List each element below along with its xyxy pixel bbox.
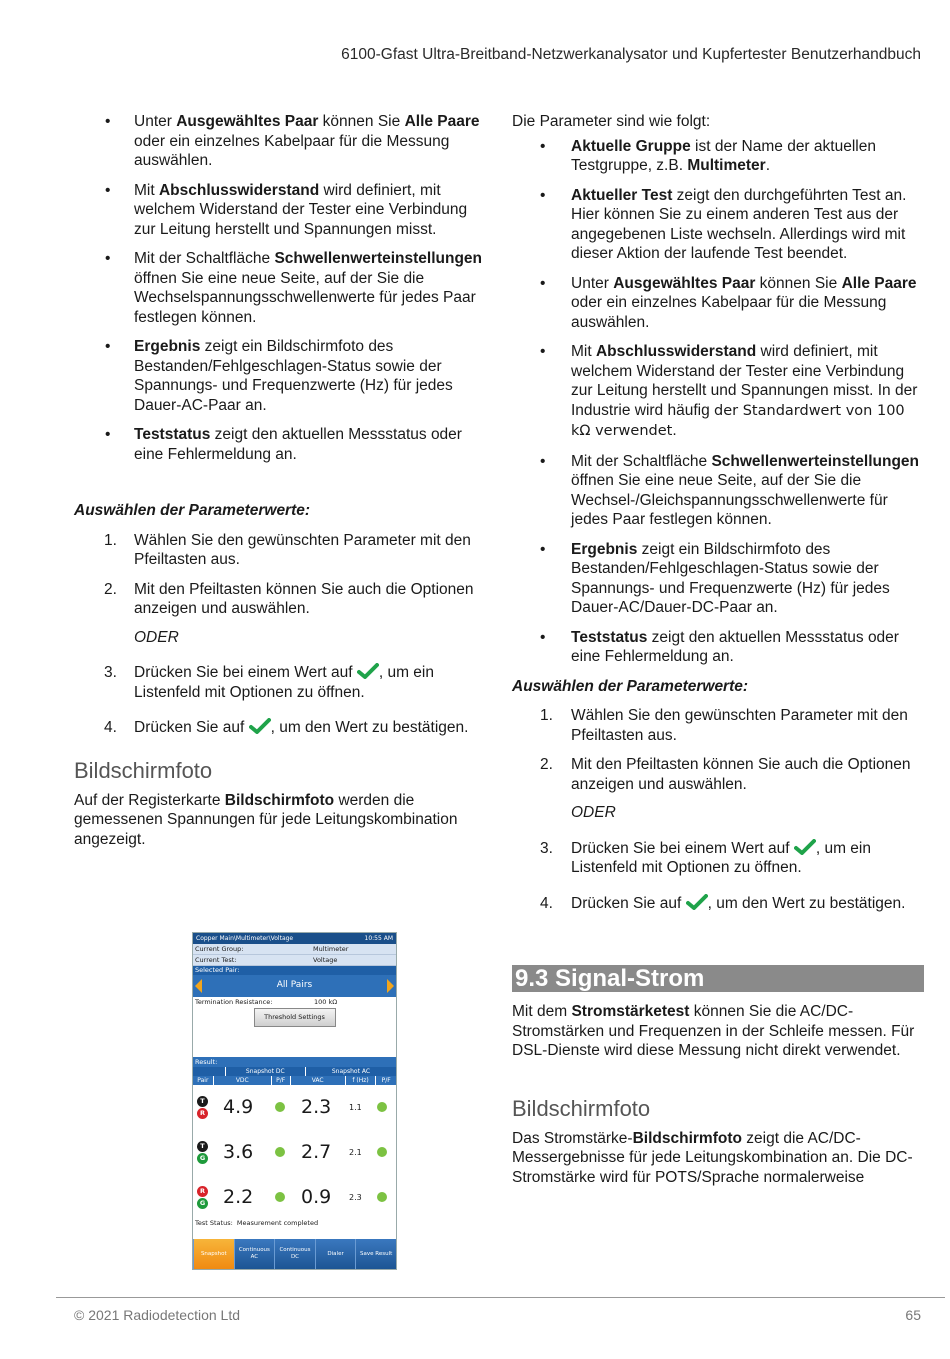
page-number: 65 — [905, 1307, 921, 1323]
steps-heading: Auswählen der Parameterwerte: — [512, 677, 749, 695]
device-path: Copper Main\Multimeter\Voltage — [196, 935, 294, 942]
step-item: 2. Mit den Pfeiltasten können Sie auch die Optionen anzeigen und auswählen. — [104, 580, 474, 617]
group-ac: Snapshot AC — [305, 1067, 396, 1076]
pair-icon — [193, 1183, 223, 1213]
list-item: • Unter Ausgewähltes Paar können Sie Alle Paare oder ein einzelnes Kabelpaar für die Messung auswählen. — [512, 274, 924, 333]
lead-ground: G — [197, 1198, 208, 1209]
test-status-value: Measurement completed — [236, 1219, 319, 1227]
current-group-label: Current Group: — [195, 945, 244, 953]
table-row — [193, 1175, 396, 1220]
result-group-header — [193, 1067, 396, 1076]
snapshot-title: Bildschirmfoto — [512, 1095, 651, 1121]
termination-row[interactable] — [193, 997, 396, 1007]
device-info — [193, 944, 396, 966]
termination-label: Termination Resistance: — [195, 998, 273, 1006]
table-row — [193, 1085, 396, 1130]
footer-copyright: © 2021 Radiodetection Ltd — [74, 1307, 240, 1323]
vdc-value: 2.2 — [223, 1185, 254, 1208]
device-title-bar — [193, 933, 396, 944]
vdc-value: 3.6 — [223, 1140, 254, 1163]
result-column-header — [193, 1076, 396, 1085]
test-status-label: Test Status: — [195, 1219, 233, 1227]
step-item: 3. Drücken Sie bei einem Wert auf , um ein Listenfeld mit Optionen zu öffnen. — [104, 664, 434, 701]
checkmark-icon — [357, 663, 379, 679]
right-bullet-list — [512, 137, 924, 667]
device-softkeys — [193, 1239, 396, 1269]
lead-tip: T — [197, 1096, 208, 1107]
step-item: 2. Mit den Pfeiltasten können Sie auch die Optionen anzeigen und auswählen. — [540, 756, 911, 793]
checkmark-icon — [249, 718, 271, 734]
list-item: • Aktueller Test zeigt den durchgeführten Test an. Hier können Sie zu einem anderen Test aus der angegebenen Liste wechseln. Allerdings wird mit dieser Aktion der laufende Test beendet. — [512, 186, 924, 264]
arrow-right-icon[interactable] — [387, 979, 394, 993]
pass-icon — [275, 1147, 285, 1157]
parameters-intro: Die Parameter sind wie folgt: — [512, 113, 711, 130]
pair-icon — [193, 1138, 223, 1168]
current-test-label: Current Test: — [195, 956, 237, 964]
section-paragraph: Mit dem Stromstärketest können Sie die AC/DC-Stromstärken und Frequenzen in der Schleife messen. Für DSL-Dienste wird diese Messung nicht direkt verwendet. — [512, 1003, 915, 1059]
list-item: • Mit Abschlusswiderstand wird definiert, mit welchem Widerstand der Tester eine Verbindung zur Leitung herstellt und Spannungen misst. In der Industrie wird häufig der Standardwert von 100 kΩ verwendet. — [512, 342, 924, 442]
col-pf-ac: P/F — [375, 1076, 396, 1085]
termination-value: 100 kΩ — [314, 998, 338, 1006]
checkmark-icon — [686, 894, 708, 910]
list-item: • Ergebnis zeigt ein Bildschirmfoto des Bestanden/Fehlgeschlagen-Status sowie der Spannungs- und Frequenzwerte (Hz) für jedes Dauer-AC-Paar an. — [74, 337, 484, 415]
checkmark-icon — [794, 839, 816, 855]
list-item: • Mit der Schaltfläche Schwellenwerteinstellungen öffnen Sie eine neue Seite, auf der Sie die Wechselspannungsschwellenwerte für jedes Paar festlegen können. — [74, 249, 484, 327]
list-item: • Unter Ausgewähltes Paar können Sie Alle Paare oder ein einzelnes Kabelpaar für die Messung auswählen. — [74, 112, 484, 171]
lead-ground: G — [197, 1153, 208, 1164]
vdc-value: 4.9 — [223, 1095, 254, 1118]
step-item: 4. Drücken Sie auf , um den Wert zu bestätigen. — [540, 894, 906, 912]
oder-label: ODER — [134, 628, 179, 646]
snapshot-title: Bildschirmfoto — [74, 757, 213, 783]
snapshot-paragraph: Das Stromstärke-Bildschirmfoto zeigt die AC/DC-Messergebnisse für jede Leitungskombination an. Die DC-Stromstärke wird für POTS/Sprache normalerweise — [512, 1129, 913, 1186]
vac-value: 2.3 — [301, 1095, 332, 1118]
steps-heading: Auswählen der Parameterwerte: — [74, 502, 311, 519]
pair-icon — [193, 1093, 223, 1123]
threshold-settings-button[interactable]: Threshold Settings — [254, 1008, 336, 1027]
col-vac: VAC — [290, 1076, 345, 1085]
selected-pair-label: Selected Pair: — [193, 966, 396, 975]
left-steps — [74, 531, 484, 619]
list-item: • Aktuelle Gruppe ist der Name der aktuellen Testgruppe, z.B. Multimeter. — [512, 137, 924, 176]
pass-icon — [377, 1147, 387, 1157]
left-column — [74, 112, 484, 849]
freq-value: 2.3 — [349, 1192, 362, 1202]
snapshot-paragraph: Auf der Registerkarte Bildschirmfoto werden die gemessenen Spannungen für jede Leitungskombination angezeigt. — [74, 791, 458, 848]
col-fhz: f (Hz) — [345, 1076, 376, 1085]
col-pair: Pair — [197, 1077, 209, 1084]
list-item: • Teststatus zeigt den aktuellen Messstatus oder eine Fehlermeldung an. — [74, 425, 484, 464]
tab-continuous-dc[interactable]: Continuous DC — [274, 1239, 315, 1269]
footer-divider — [56, 1297, 945, 1298]
device-time: 10:55 AM — [364, 935, 393, 942]
table-row — [193, 1130, 396, 1175]
left-steps-cont — [74, 663, 484, 738]
pass-icon — [377, 1192, 387, 1202]
right-column — [512, 112, 924, 1187]
list-item: • Mit Abschlusswiderstand wird definiert, mit welchem Widerstand der Tester eine Verbindung zur Leitung herstellt und Spannungen misst. — [74, 181, 484, 240]
tab-snapshot[interactable]: Snapshot — [193, 1239, 234, 1269]
freq-value: 1.1 — [349, 1102, 362, 1112]
list-item: • Ergebnis zeigt ein Bildschirmfoto des Bestanden/Fehlgeschlagen-Status sowie der Spannungs- und Frequenzwerte (Hz) für jedes Dauer-AC/Dauer-DC-Paar an. — [512, 540, 924, 618]
lead-ring: R — [197, 1186, 208, 1197]
section-heading-signal-strom: 9.3 Signal-Strom — [512, 965, 924, 992]
col-pf-dc: P/F — [271, 1076, 290, 1085]
lead-ring: R — [197, 1108, 208, 1119]
oder-label: ODER — [571, 804, 616, 821]
step-item: 1. Wählen Sie den gewünschten Parameter mit den Pfeiltasten aus. — [104, 531, 471, 568]
result-label: Result: — [193, 1057, 396, 1067]
current-group-value: Multimeter — [313, 945, 349, 953]
step-item: 1. Wählen Sie den gewünschten Parameter mit den Pfeiltasten aus. — [540, 707, 908, 744]
left-bullet-list — [74, 112, 484, 464]
device-screenshot — [192, 932, 397, 1270]
test-status — [193, 1218, 396, 1228]
pass-icon — [275, 1102, 285, 1112]
freq-value: 2.1 — [349, 1147, 362, 1157]
vac-value: 0.9 — [301, 1185, 332, 1208]
tab-continuous-ac[interactable]: Continuous AC — [234, 1239, 275, 1269]
tab-save-result[interactable]: Save Result — [355, 1239, 396, 1269]
group-dc: Snapshot DC — [225, 1067, 305, 1076]
list-item: • Mit der Schaltfläche Schwellenwerteinstellungen öffnen Sie eine neue Seite, auf der Sie die Wechsel-/Gleichspannungsschwellenwerte für jedes Paar festlegen können. — [512, 452, 924, 530]
list-item: • Teststatus zeigt den aktuellen Messstatus oder eine Fehlermeldung an. — [512, 628, 924, 667]
step-item: 3. Drücken Sie bei einem Wert auf , um ein Listenfeld mit Optionen zu öffnen. — [540, 839, 871, 876]
col-vdc: VDC — [213, 1076, 271, 1085]
selected-pair-value: All Pairs — [276, 980, 313, 991]
current-test-value: Voltage — [313, 956, 338, 964]
step-item: 4. Drücken Sie auf , um den Wert zu bestätigen. — [104, 719, 469, 736]
vac-value: 2.7 — [301, 1140, 332, 1163]
pass-icon — [377, 1102, 387, 1112]
selected-pair-selector[interactable] — [193, 975, 396, 997]
right-steps-cont — [512, 839, 924, 914]
tab-dialer[interactable]: Dialer — [315, 1239, 356, 1269]
pass-icon — [275, 1192, 285, 1202]
arrow-left-icon[interactable] — [195, 979, 202, 993]
lead-tip: T — [197, 1141, 208, 1152]
right-steps — [512, 706, 924, 794]
running-header: 6100-Gfast Ultra-Breitband-Netzwerkanalysator und Kupfertester Benutzerhandbuch — [341, 46, 921, 63]
